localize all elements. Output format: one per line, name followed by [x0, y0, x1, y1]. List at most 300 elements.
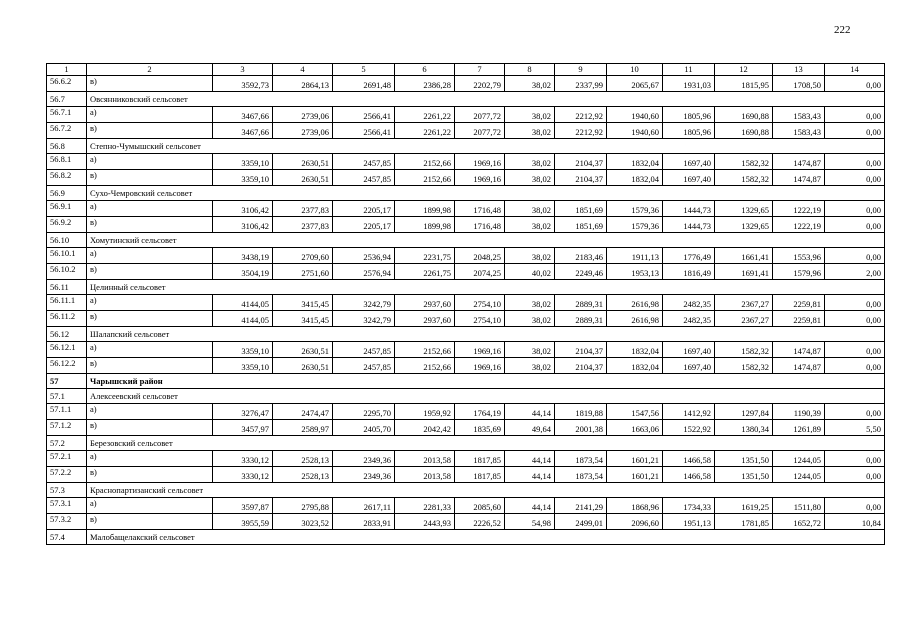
value-cell: 2074,25	[455, 264, 505, 280]
row-label: а)	[87, 295, 213, 311]
value-cell: 2889,31	[555, 295, 607, 311]
value-cell: 1474,87	[773, 154, 825, 170]
value-cell: 2630,51	[273, 170, 333, 186]
value-cell: 2616,98	[607, 295, 663, 311]
value-cell: 38,02	[505, 201, 555, 217]
value-cell: 38,02	[505, 295, 555, 311]
section-name: Степно-Чумышский сельсовет	[87, 139, 885, 154]
value-cell: 1953,13	[607, 264, 663, 280]
row-label: а)	[87, 404, 213, 420]
value-cell: 1444,73	[663, 217, 715, 233]
table-row	[47, 107, 885, 123]
value-cell: 2085,60	[455, 498, 505, 514]
value-cell: 3359,10	[213, 358, 273, 374]
value-cell: 1817,85	[455, 467, 505, 483]
value-cell: 1899,98	[395, 217, 455, 233]
value-cell: 2261,22	[395, 107, 455, 123]
table-row	[47, 295, 885, 311]
value-cell: 1781,85	[715, 514, 773, 530]
section-row	[47, 530, 885, 545]
value-cell: 2104,37	[555, 358, 607, 374]
section-name: Хомутинский сельсовет	[87, 233, 885, 248]
table-row	[47, 358, 885, 374]
row-code: 56.11.2	[47, 311, 87, 327]
value-cell: 0,00	[825, 295, 885, 311]
value-cell: 1244,05	[773, 467, 825, 483]
value-cell: 3457,97	[213, 420, 273, 436]
value-cell: 2077,72	[455, 123, 505, 139]
value-cell: 2152,66	[395, 154, 455, 170]
value-cell: 1951,13	[663, 514, 715, 530]
value-cell: 2202,79	[455, 76, 505, 92]
column-header: 12	[715, 64, 773, 76]
value-cell: 2337,99	[555, 76, 607, 92]
column-header: 10	[607, 64, 663, 76]
row-code: 56.6.2	[47, 76, 87, 92]
value-cell: 3415,45	[273, 311, 333, 327]
table-row	[47, 248, 885, 264]
value-cell: 38,02	[505, 311, 555, 327]
value-cell: 1261,89	[773, 420, 825, 436]
value-cell: 2212,92	[555, 123, 607, 139]
value-cell: 2536,94	[333, 248, 395, 264]
value-cell: 2013,58	[395, 451, 455, 467]
value-cell: 2013,58	[395, 467, 455, 483]
value-cell: 1579,36	[607, 201, 663, 217]
section-name: Сухо-Чемровский сельсовет	[87, 186, 885, 201]
value-cell: 5,50	[825, 420, 885, 436]
row-label: а)	[87, 154, 213, 170]
value-cell: 1466,58	[663, 451, 715, 467]
value-cell: 3592,73	[213, 76, 273, 92]
row-code: 56.9	[47, 186, 87, 201]
value-cell: 1601,21	[607, 467, 663, 483]
row-code: 56.9.2	[47, 217, 87, 233]
column-header: 3	[213, 64, 273, 76]
row-code: 56.7.1	[47, 107, 87, 123]
value-cell: 1940,60	[607, 123, 663, 139]
value-cell: 1697,40	[663, 170, 715, 186]
value-cell: 44,14	[505, 467, 555, 483]
value-cell: 0,00	[825, 107, 885, 123]
value-cell: 1690,88	[715, 123, 773, 139]
row-label: в)	[87, 217, 213, 233]
value-cell: 3330,12	[213, 467, 273, 483]
value-cell: 2261,22	[395, 123, 455, 139]
row-code: 57.3.1	[47, 498, 87, 514]
value-cell: 2386,28	[395, 76, 455, 92]
value-cell: 0,00	[825, 451, 885, 467]
value-cell: 1832,04	[607, 170, 663, 186]
value-cell: 2589,97	[273, 420, 333, 436]
value-cell: 1899,98	[395, 201, 455, 217]
value-cell: 1579,36	[607, 217, 663, 233]
row-label: в)	[87, 264, 213, 280]
value-cell: 2261,75	[395, 264, 455, 280]
value-cell: 2833,91	[333, 514, 395, 530]
row-code: 56.10.2	[47, 264, 87, 280]
value-cell: 0,00	[825, 404, 885, 420]
value-cell: 2152,66	[395, 170, 455, 186]
row-code: 57.2.1	[47, 451, 87, 467]
value-cell: 1511,80	[773, 498, 825, 514]
row-label: а)	[87, 248, 213, 264]
value-cell: 2937,60	[395, 311, 455, 327]
row-code: 56.11	[47, 280, 87, 295]
row-code: 56.11.1	[47, 295, 87, 311]
column-header: 11	[663, 64, 715, 76]
value-cell: 1579,96	[773, 264, 825, 280]
value-cell: 1873,54	[555, 467, 607, 483]
column-header: 1	[47, 64, 87, 76]
value-cell: 0,00	[825, 467, 885, 483]
value-cell: 1329,65	[715, 201, 773, 217]
value-cell: 0,00	[825, 123, 885, 139]
row-code: 56.8.2	[47, 170, 87, 186]
value-cell: 1851,69	[555, 201, 607, 217]
value-cell: 2226,52	[455, 514, 505, 530]
row-code: 56.8	[47, 139, 87, 154]
value-cell: 3597,87	[213, 498, 273, 514]
value-cell: 3359,10	[213, 170, 273, 186]
table-row	[47, 123, 885, 139]
section-name: Овсянниковский сельсовет	[87, 92, 885, 107]
table-row	[47, 420, 885, 436]
value-cell: 1851,69	[555, 217, 607, 233]
value-cell: 1835,69	[455, 420, 505, 436]
value-cell: 1716,48	[455, 217, 505, 233]
value-cell: 2630,51	[273, 342, 333, 358]
row-label: в)	[87, 123, 213, 139]
row-code: 56.7	[47, 92, 87, 107]
value-cell: 2691,48	[333, 76, 395, 92]
row-label: а)	[87, 342, 213, 358]
value-cell: 3955,59	[213, 514, 273, 530]
value-cell: 2295,70	[333, 404, 395, 420]
value-cell: 1380,34	[715, 420, 773, 436]
row-label: а)	[87, 451, 213, 467]
tariff-table	[46, 63, 885, 545]
row-code: 56.7.2	[47, 123, 87, 139]
value-cell: 0,00	[825, 217, 885, 233]
value-cell: 38,02	[505, 342, 555, 358]
row-code: 57.3	[47, 483, 87, 498]
value-cell: 2617,11	[333, 498, 395, 514]
value-cell: 1832,04	[607, 154, 663, 170]
value-cell: 2709,60	[273, 248, 333, 264]
value-cell: 1583,43	[773, 107, 825, 123]
row-code: 56.12.1	[47, 342, 87, 358]
value-cell: 2048,25	[455, 248, 505, 264]
row-label: в)	[87, 420, 213, 436]
value-cell: 0,00	[825, 498, 885, 514]
row-label: в)	[87, 170, 213, 186]
table-row	[47, 451, 885, 467]
value-cell: 2205,17	[333, 201, 395, 217]
section-row	[47, 92, 885, 107]
value-cell: 2457,85	[333, 170, 395, 186]
table-row	[47, 514, 885, 530]
value-cell: 2,00	[825, 264, 885, 280]
table-row	[47, 342, 885, 358]
value-cell: 3330,12	[213, 451, 273, 467]
value-cell: 1582,32	[715, 154, 773, 170]
section-row	[47, 186, 885, 201]
value-cell: 1474,87	[773, 342, 825, 358]
value-cell: 2739,06	[273, 107, 333, 123]
value-cell: 38,02	[505, 217, 555, 233]
value-cell: 54,98	[505, 514, 555, 530]
section-row	[47, 483, 885, 498]
value-cell: 3276,47	[213, 404, 273, 420]
value-cell: 3359,10	[213, 154, 273, 170]
row-code: 57.3.2	[47, 514, 87, 530]
value-cell: 1873,54	[555, 451, 607, 467]
value-cell: 1244,05	[773, 451, 825, 467]
value-cell: 2937,60	[395, 295, 455, 311]
value-cell: 1805,96	[663, 107, 715, 123]
value-cell: 1663,06	[607, 420, 663, 436]
value-cell: 3242,79	[333, 311, 395, 327]
value-cell: 2141,29	[555, 498, 607, 514]
value-cell: 2482,35	[663, 311, 715, 327]
value-cell: 2457,85	[333, 358, 395, 374]
value-cell: 1969,16	[455, 342, 505, 358]
row-code: 56.10	[47, 233, 87, 248]
value-cell: 1582,32	[715, 358, 773, 374]
value-cell: 2281,33	[395, 498, 455, 514]
row-code: 56.8.1	[47, 154, 87, 170]
value-cell: 1601,21	[607, 451, 663, 467]
value-cell: 2212,92	[555, 107, 607, 123]
value-cell: 1776,49	[663, 248, 715, 264]
value-cell: 1734,33	[663, 498, 715, 514]
value-cell: 38,02	[505, 248, 555, 264]
value-cell: 44,14	[505, 451, 555, 467]
value-cell: 2457,85	[333, 154, 395, 170]
value-cell: 2259,81	[773, 311, 825, 327]
value-cell: 1582,32	[715, 342, 773, 358]
value-cell: 2457,85	[333, 342, 395, 358]
column-header: 13	[773, 64, 825, 76]
value-cell: 0,00	[825, 170, 885, 186]
value-cell: 0,00	[825, 201, 885, 217]
value-cell: 38,02	[505, 154, 555, 170]
value-cell: 1805,96	[663, 123, 715, 139]
row-code: 57.4	[47, 530, 87, 545]
section-row	[47, 280, 885, 295]
value-cell: 1716,48	[455, 201, 505, 217]
value-cell: 1708,50	[773, 76, 825, 92]
value-cell: 4144,05	[213, 311, 273, 327]
table-row	[47, 404, 885, 420]
value-cell: 2377,83	[273, 201, 333, 217]
value-cell: 3438,19	[213, 248, 273, 264]
value-cell: 2566,41	[333, 107, 395, 123]
row-label: в)	[87, 76, 213, 92]
column-header: 6	[395, 64, 455, 76]
value-cell: 3023,52	[273, 514, 333, 530]
value-cell: 3504,19	[213, 264, 273, 280]
value-cell: 2183,46	[555, 248, 607, 264]
value-cell: 3106,42	[213, 217, 273, 233]
value-cell: 2152,66	[395, 358, 455, 374]
value-cell: 1474,87	[773, 170, 825, 186]
value-cell: 2077,72	[455, 107, 505, 123]
row-code: 56.12	[47, 327, 87, 342]
value-cell: 1815,95	[715, 76, 773, 92]
table-row	[47, 217, 885, 233]
value-cell: 2104,37	[555, 342, 607, 358]
value-cell: 2367,27	[715, 295, 773, 311]
value-cell: 44,14	[505, 498, 555, 514]
row-label: в)	[87, 311, 213, 327]
value-cell: 2528,13	[273, 467, 333, 483]
value-cell: 1351,50	[715, 467, 773, 483]
value-cell: 1351,50	[715, 451, 773, 467]
value-cell: 2889,31	[555, 311, 607, 327]
row-code: 57.1.1	[47, 404, 87, 420]
row-code: 57.2.2	[47, 467, 87, 483]
value-cell: 1412,92	[663, 404, 715, 420]
value-cell: 2205,17	[333, 217, 395, 233]
page-number: 222	[834, 24, 851, 36]
table-row	[47, 467, 885, 483]
value-cell: 2367,27	[715, 311, 773, 327]
value-cell: 0,00	[825, 154, 885, 170]
value-cell: 2104,37	[555, 154, 607, 170]
value-cell: 2754,10	[455, 295, 505, 311]
column-header: 5	[333, 64, 395, 76]
value-cell: 38,02	[505, 107, 555, 123]
value-cell: 2096,60	[607, 514, 663, 530]
value-cell: 1911,13	[607, 248, 663, 264]
value-cell: 2754,10	[455, 311, 505, 327]
column-header: 9	[555, 64, 607, 76]
value-cell: 1619,25	[715, 498, 773, 514]
value-cell: 38,02	[505, 123, 555, 139]
value-cell: 1816,49	[663, 264, 715, 280]
value-cell: 2864,13	[273, 76, 333, 92]
value-cell: 2001,38	[555, 420, 607, 436]
column-header: 4	[273, 64, 333, 76]
value-cell: 2042,42	[395, 420, 455, 436]
value-cell: 2405,70	[333, 420, 395, 436]
row-code: 57.1.2	[47, 420, 87, 436]
value-cell: 2739,06	[273, 123, 333, 139]
section-name: Целинный сельсовет	[87, 280, 885, 295]
value-cell: 3467,66	[213, 123, 273, 139]
section-row	[47, 389, 885, 404]
value-cell: 1661,41	[715, 248, 773, 264]
column-number-row	[47, 64, 885, 76]
section-name: Краснопартизанский сельсовет	[87, 483, 885, 498]
value-cell: 1222,19	[773, 217, 825, 233]
section-name: Алексеевский сельсовет	[87, 389, 885, 404]
value-cell: 2443,93	[395, 514, 455, 530]
value-cell: 1652,72	[773, 514, 825, 530]
value-cell: 1547,56	[607, 404, 663, 420]
value-cell: 1582,32	[715, 170, 773, 186]
value-cell: 0,00	[825, 342, 885, 358]
value-cell: 1697,40	[663, 154, 715, 170]
value-cell: 1329,65	[715, 217, 773, 233]
value-cell: 3106,42	[213, 201, 273, 217]
row-code: 57	[47, 374, 87, 389]
value-cell: 4144,05	[213, 295, 273, 311]
value-cell: 2104,37	[555, 170, 607, 186]
value-cell: 3242,79	[333, 295, 395, 311]
value-cell: 2630,51	[273, 358, 333, 374]
section-name: Малобащелакский сельсовет	[87, 530, 885, 545]
column-header: 7	[455, 64, 505, 76]
table-body	[47, 64, 885, 545]
value-cell: 49,64	[505, 420, 555, 436]
section-row	[47, 233, 885, 248]
value-cell: 2499,01	[555, 514, 607, 530]
value-cell: 1832,04	[607, 342, 663, 358]
value-cell: 1466,58	[663, 467, 715, 483]
section-row	[47, 139, 885, 154]
value-cell: 2576,94	[333, 264, 395, 280]
value-cell: 1297,84	[715, 404, 773, 420]
value-cell: 2528,13	[273, 451, 333, 467]
value-cell: 2065,67	[607, 76, 663, 92]
table-row	[47, 76, 885, 92]
row-label: а)	[87, 107, 213, 123]
value-cell: 2152,66	[395, 342, 455, 358]
value-cell: 0,00	[825, 358, 885, 374]
column-header: 2	[87, 64, 213, 76]
section-name: Березовский сельсовет	[87, 436, 885, 451]
value-cell: 1690,88	[715, 107, 773, 123]
district-name: Чарышский район	[87, 374, 885, 389]
value-cell: 1969,16	[455, 154, 505, 170]
value-cell: 3415,45	[273, 295, 333, 311]
row-label: а)	[87, 201, 213, 217]
row-label: в)	[87, 514, 213, 530]
value-cell: 38,02	[505, 76, 555, 92]
value-cell: 2349,36	[333, 467, 395, 483]
value-cell: 1819,88	[555, 404, 607, 420]
table-row	[47, 311, 885, 327]
value-cell: 1697,40	[663, 358, 715, 374]
row-label: в)	[87, 358, 213, 374]
value-cell: 0,00	[825, 248, 885, 264]
value-cell: 2751,60	[273, 264, 333, 280]
value-cell: 40,02	[505, 264, 555, 280]
row-label: в)	[87, 467, 213, 483]
table-row	[47, 170, 885, 186]
value-cell: 10,84	[825, 514, 885, 530]
row-label: а)	[87, 498, 213, 514]
value-cell: 1222,19	[773, 201, 825, 217]
value-cell: 1474,87	[773, 358, 825, 374]
value-cell: 38,02	[505, 170, 555, 186]
row-code: 57.1	[47, 389, 87, 404]
value-cell: 1817,85	[455, 451, 505, 467]
column-header: 14	[825, 64, 885, 76]
value-cell: 1969,16	[455, 358, 505, 374]
value-cell: 1832,04	[607, 358, 663, 374]
value-cell: 3467,66	[213, 107, 273, 123]
value-cell: 2259,81	[773, 295, 825, 311]
value-cell: 3359,10	[213, 342, 273, 358]
value-cell: 2566,41	[333, 123, 395, 139]
value-cell: 1940,60	[607, 107, 663, 123]
row-code: 57.2	[47, 436, 87, 451]
value-cell: 0,00	[825, 311, 885, 327]
